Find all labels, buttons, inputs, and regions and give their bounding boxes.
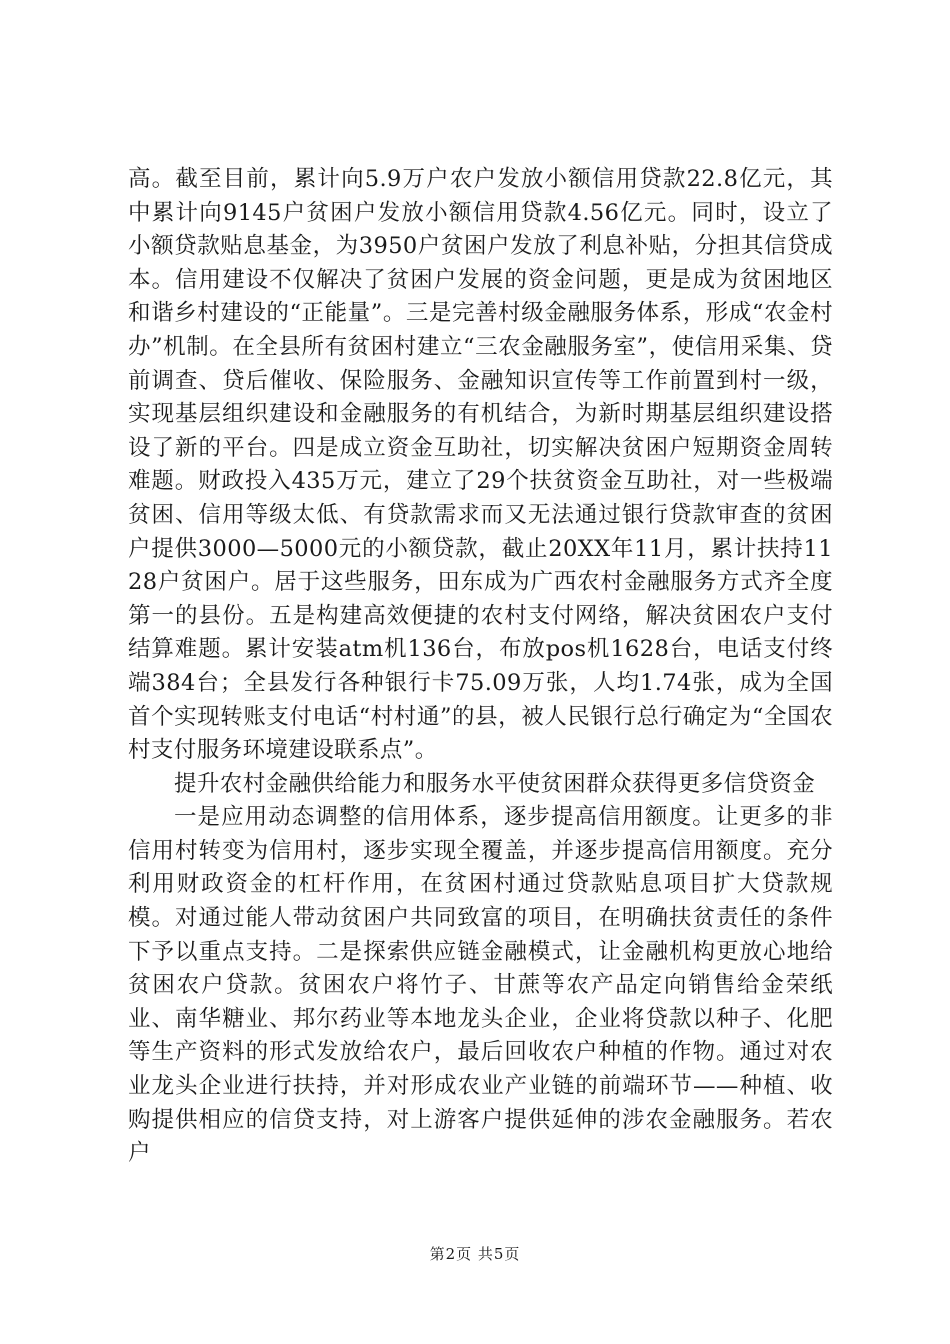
section-heading: 提升农村金融供给能力和服务水平使贫困群众获得更多信贷资金 [174, 770, 816, 797]
paragraph: 一是应用动态调整的信用体系，逐步提高信用额度。让更多的非信用村转变为信用村，逐步实现全覆盖，并逐步提高信用额度。充分利用财政资金的杠杆作用，在贫困村通过贷款贴息项目扩大贷款规模。对通过能人带动贫困户共同致富的项目，在明确扶贫责任的条件下予以重点支持。二是探索供应链金融模式，让金融机构更放心地给贫困农户贷款。贫困农户将竹子、甘蔗等农产品定向销售给金荣纸业、南华糖业、邦尔药业等本地龙头企业，企业将贷款以种子、化肥等生产资料的形式发放给农户，最后回收农户种植的作物。通过对农业龙头企业进行扶持，并对形成农业产业链的前端环节——种植、收购提供相应的信贷支持，对上游客户提供延伸的涉农金融服务。若农户 [128, 804, 833, 1167]
paragraph-continued: 高。截至目前，累计向5.9万户农户发放小额信用贷款22.8亿元，其中累计向9145户贫困户发放小额信用贷款4.56亿元。同时，设立了小额贷款贴息基金，为3950户贫困户发放了利息补贴，分担其信贷成本。信用建设不仅解决了贫困户发展的资金问题，更是成为贫困地区和谐乡村建设的“正能量”。三是完善村级金融服务体系，形成“农金村办”机制。在全县所有贫困村建立“三农金融服务室”，使信用采集、贷前调查、贷后催收、保险服务、金融知识宣传等工作前置到村一级，实现基层组织建设和金融服务的有机结合，为新时期基层组织建设搭设了新的平台。四是成立资金互助社，切实解决贫困户短期资金周转难题。财政投入435万元，建立了29个扶贫资金互助社，对一些极端贫困、信用等级太低、有贷款需求而又无法通过银行贷款审查的贫困户提供3000—5000元的小额贷款，截止20XX年11月，累计扶持1128户贫困户。居于这些服务，田东成为广西农村金融服务方式齐全度第一的县份。五是构建高效便捷的农村支付网络，解决贫困农户支付结算难题。累计安装atm机136台，布放pos机1628台，电话支付终端384台；全县发行各种银行卡75.09万张，人均1.74张，成为全国首个实现转账支付电话“村村通”的县，被人民银行总行确定为“全国农村支付服务环境建设联系点”。 [128, 166, 833, 764]
document-body [128, 163, 833, 1171]
page-number-footer: 第2页 共5页 [429, 1245, 521, 1263]
